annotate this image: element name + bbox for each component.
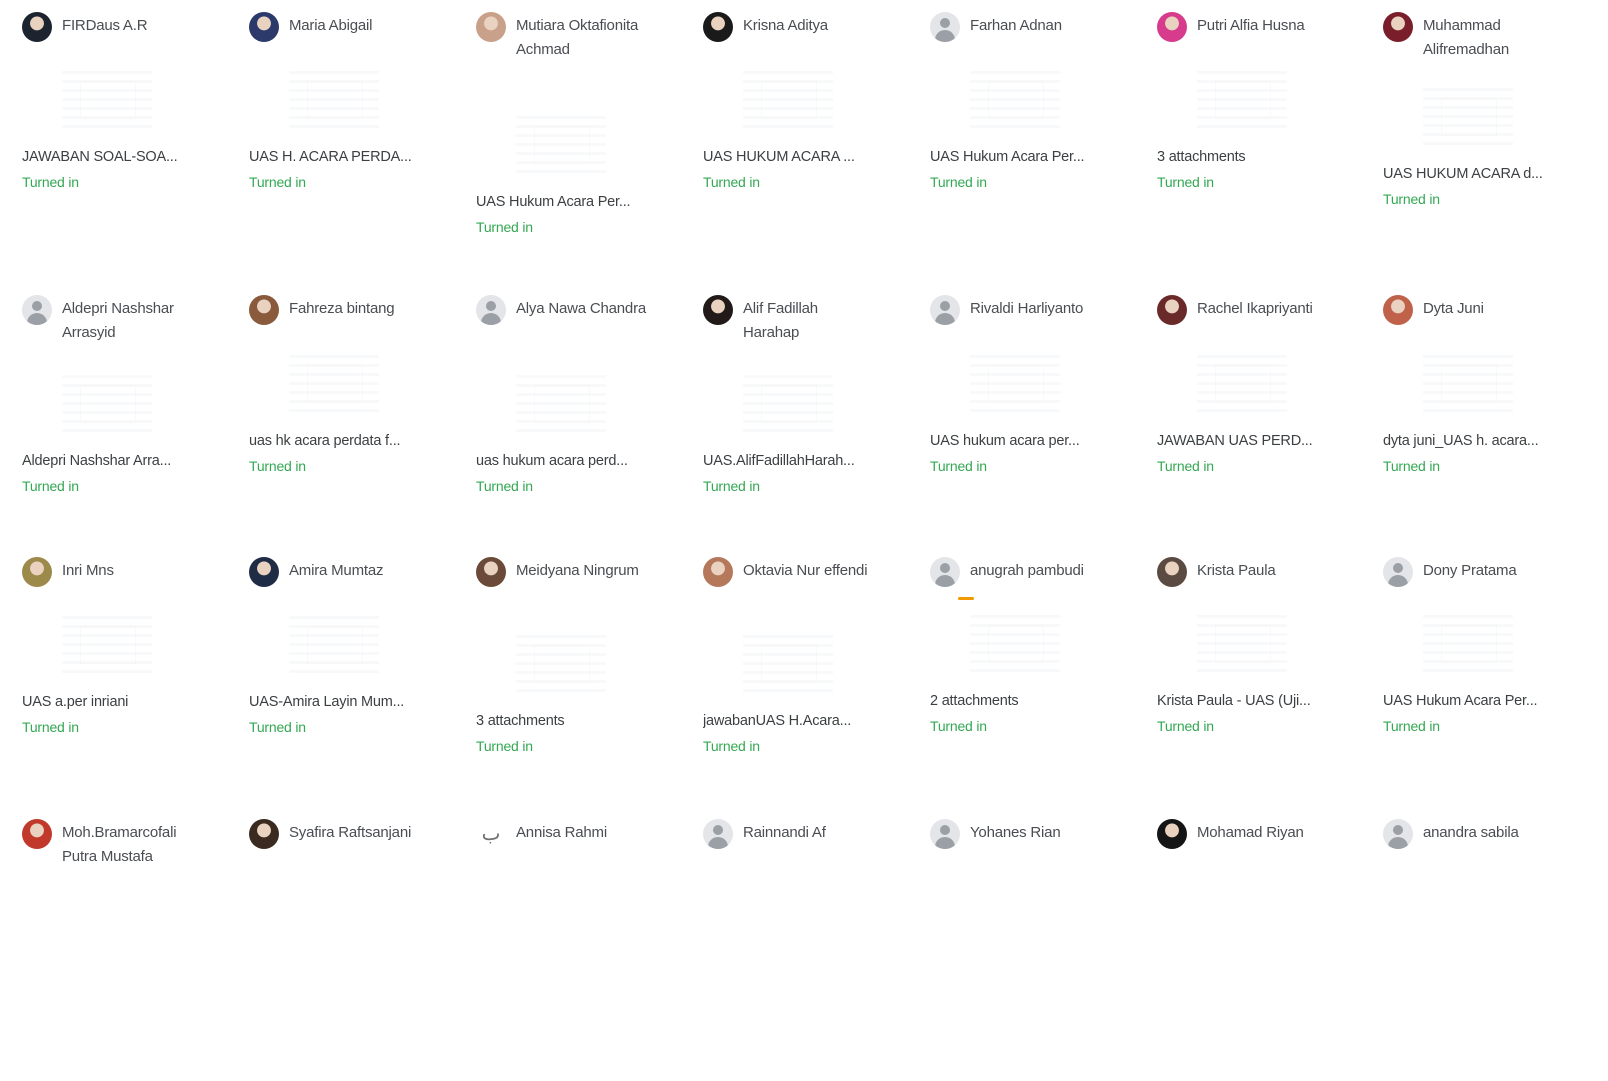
student-header: [703, 559, 873, 587]
student-avatar: [1383, 12, 1413, 42]
attachment-thumbnail[interactable]: [516, 635, 606, 695]
student-avatar: ب: [481, 823, 501, 845]
student-name[interactable]: Rivaldi Harliyanto: [970, 300, 1084, 317]
student-avatar: [22, 819, 52, 849]
student-avatar: [1383, 295, 1413, 325]
attachment-title[interactable]: Krista Paula - UAS (Uji...: [1157, 693, 1311, 709]
attachment-title[interactable]: UAS Hukum Acara Per...: [1383, 693, 1538, 709]
student-name[interactable]: Moh.Bramarcofali Putra Mustafa: [62, 824, 177, 865]
student-avatar: [249, 12, 279, 42]
attachment-title[interactable]: JAWABAN UAS PERD...: [1157, 433, 1313, 449]
student-name[interactable]: Rachel Ikapriyanti: [1197, 300, 1313, 317]
attachment-title[interactable]: UAS-Amira Layin Mum...: [249, 694, 405, 710]
student-name[interactable]: Krista Paula: [1197, 562, 1276, 579]
student-name[interactable]: Syafira Raftsanjani: [289, 824, 412, 841]
student-header: [22, 821, 192, 869]
submission-status: Turned in: [476, 738, 533, 754]
student-name[interactable]: Mutiara Oktafionita Achmad: [516, 17, 639, 58]
student-name[interactable]: FIRDaus A.R: [62, 17, 148, 34]
student-card[interactable]: [476, 14, 696, 274]
attachment-thumbnail[interactable]: [62, 375, 152, 435]
student-avatar: [249, 819, 279, 849]
submission-status: Turned in: [22, 174, 79, 190]
student-avatar: [249, 557, 279, 587]
attachment-thumbnail[interactable]: [743, 375, 833, 435]
submission-status: Turned in: [703, 738, 760, 754]
attachment-thumbnail[interactable]: [970, 615, 1060, 675]
student-card[interactable]: [1157, 297, 1377, 557]
student-avatar: [22, 557, 52, 587]
student-avatar: [930, 12, 960, 42]
student-avatar: [1157, 12, 1187, 42]
student-card[interactable]: [22, 821, 242, 1081]
student-avatar: [476, 557, 506, 587]
attachment-title[interactable]: UAS HUKUM ACARA d...: [1383, 166, 1543, 182]
submission-status: Turned in: [1383, 718, 1440, 734]
attachment-thumbnail[interactable]: [1423, 615, 1513, 675]
student-name[interactable]: Inri Mns: [62, 562, 114, 579]
student-name[interactable]: Dony Pratama: [1423, 562, 1517, 579]
student-header: [930, 821, 1100, 849]
attachment-thumbnail[interactable]: [970, 71, 1060, 131]
student-avatar: [930, 557, 960, 587]
attachment-thumbnail[interactable]: [1423, 88, 1513, 148]
submission-status: Turned in: [249, 174, 306, 190]
student-card[interactable]: [249, 821, 469, 1081]
student-card[interactable]: [703, 821, 923, 1081]
student-name[interactable]: Yohanes Rian: [970, 824, 1061, 841]
submission-status: Turned in: [22, 478, 79, 494]
attachment-thumbnail[interactable]: [516, 116, 606, 176]
student-name[interactable]: anandra sabila: [1423, 824, 1519, 841]
submission-status: Turned in: [476, 478, 533, 494]
student-header: [930, 559, 1100, 587]
student-avatar: [703, 557, 733, 587]
attachment-title[interactable]: Aldepri Nashshar Arra...: [22, 453, 172, 469]
student-card[interactable]: [476, 559, 696, 819]
student-card[interactable]: [249, 14, 469, 274]
student-header: [22, 14, 192, 42]
student-avatar: [930, 819, 960, 849]
student-name[interactable]: Annisa Rahmi: [516, 824, 607, 841]
attachment-title[interactable]: UAS H. ACARA PERDA...: [249, 149, 412, 165]
student-card[interactable]: [249, 559, 469, 819]
student-name[interactable]: Farhan Adnan: [970, 17, 1062, 34]
submission-status: Turned in: [930, 458, 987, 474]
attachment-title[interactable]: uas hukum acara perd...: [476, 453, 628, 469]
student-card[interactable]: [22, 14, 242, 274]
student-name[interactable]: Krisna Aditya: [743, 17, 828, 34]
attachment-title[interactable]: uas hk acara perdata f...: [249, 433, 401, 449]
student-avatar: [703, 819, 733, 849]
student-card[interactable]: [1157, 559, 1377, 819]
student-name[interactable]: Alif Fadillah Harahap: [743, 300, 818, 341]
student-card[interactable]: [703, 559, 923, 819]
student-card[interactable]: [1383, 14, 1603, 274]
student-avatar: [1157, 819, 1187, 849]
attachment-thumbnail[interactable]: [289, 355, 379, 415]
submission-status: Turned in: [703, 478, 760, 494]
student-card[interactable]: [1157, 821, 1377, 1081]
student-header: [22, 559, 192, 587]
attachment-thumbnail[interactable]: [743, 71, 833, 131]
student-name[interactable]: Muhammad Alifremadhan: [1423, 17, 1509, 58]
student-header: [476, 297, 646, 325]
student-name[interactable]: Dyta Juni: [1423, 300, 1484, 317]
submission-status: Turned in: [1383, 191, 1440, 207]
student-name[interactable]: anugrah pambudi: [970, 562, 1084, 579]
student-name[interactable]: Maria Abigail: [289, 17, 373, 34]
student-card[interactable]: [22, 559, 242, 819]
student-header: [703, 297, 873, 345]
student-name[interactable]: Amira Mumtaz: [289, 562, 384, 579]
student-avatar: [703, 295, 733, 325]
student-card[interactable]: [703, 297, 923, 557]
attachment-thumbnail[interactable]: [1197, 615, 1287, 675]
student-name[interactable]: Putri Alfia Husna: [1197, 17, 1305, 34]
student-header: [1383, 559, 1553, 587]
attachment-thumbnail[interactable]: [516, 375, 606, 435]
student-card[interactable]: [930, 297, 1150, 557]
student-card[interactable]: [476, 821, 696, 1081]
attachment-title[interactable]: JAWABAN SOAL-SOA...: [22, 149, 178, 165]
student-card[interactable]: [930, 821, 1150, 1081]
student-header: [22, 297, 192, 345]
attachment-title[interactable]: UAS hukum acara per...: [930, 433, 1080, 449]
student-card[interactable]: [249, 297, 469, 557]
attachment-title[interactable]: UAS Hukum Acara Per...: [476, 194, 631, 210]
student-name[interactable]: Meidyana Ningrum: [516, 562, 639, 579]
student-header: [930, 297, 1100, 325]
student-avatar: [1383, 819, 1413, 849]
submission-status: Turned in: [1157, 174, 1214, 190]
student-name[interactable]: Rainnandi Af: [743, 824, 826, 841]
attachment-thumbnail[interactable]: [970, 355, 1060, 415]
submission-status: Turned in: [22, 719, 79, 735]
student-avatar: [249, 295, 279, 325]
student-card[interactable]: [1383, 559, 1603, 819]
student-card[interactable]: [703, 14, 923, 274]
attachment-thumbnail[interactable]: [62, 616, 152, 676]
student-header: [249, 559, 419, 587]
attachment-title[interactable]: dyta juni_UAS h. acara...: [1383, 433, 1539, 449]
student-header: [476, 14, 646, 62]
student-avatar: [1157, 557, 1187, 587]
student-name[interactable]: Aldepri Nashshar Arrasyid: [62, 300, 174, 341]
student-name[interactable]: Fahreza bintang: [289, 300, 395, 317]
attachment-title[interactable]: 3 attachments: [476, 713, 565, 729]
attachment-title[interactable]: UAS Hukum Acara Per...: [930, 149, 1085, 165]
attachment-title[interactable]: jawabanUAS H.Acara...: [703, 713, 852, 729]
student-card[interactable]: [22, 297, 242, 557]
private-comment-indicator: [958, 597, 974, 600]
submission-status: Turned in: [930, 174, 987, 190]
attachment-thumbnail[interactable]: [1197, 71, 1287, 131]
submission-status: Turned in: [703, 174, 760, 190]
attachment-title[interactable]: UAS a.per inriani: [22, 694, 129, 710]
student-avatar: [703, 12, 733, 42]
student-header: [1157, 297, 1327, 325]
student-avatar: [1157, 295, 1187, 325]
student-header: [249, 821, 419, 849]
student-name[interactable]: Alya Nawa Chandra: [516, 300, 647, 317]
attachment-title[interactable]: 3 attachments: [1157, 149, 1246, 165]
student-header: [1383, 821, 1553, 849]
student-card[interactable]: [1383, 821, 1603, 1081]
student-avatar: [476, 12, 506, 42]
student-header: [1383, 297, 1553, 325]
attachment-thumbnail[interactable]: [289, 616, 379, 676]
submission-status: Turned in: [930, 718, 987, 734]
student-card[interactable]: [930, 14, 1150, 274]
student-header: [703, 821, 873, 849]
submission-status: Turned in: [1157, 718, 1214, 734]
student-header: [476, 559, 646, 587]
student-header: [249, 14, 419, 42]
student-avatar: [476, 295, 506, 325]
attachment-title[interactable]: 2 attachments: [930, 693, 1019, 709]
submission-status: Turned in: [249, 719, 306, 735]
submission-status: Turned in: [1157, 458, 1214, 474]
student-header: [1157, 559, 1327, 587]
attachment-title[interactable]: UAS HUKUM ACARA ...: [703, 149, 855, 165]
student-header: [1383, 14, 1553, 62]
submission-status: Turned in: [1383, 458, 1440, 474]
attachment-title[interactable]: UAS.AlifFadillahHarah...: [703, 453, 855, 469]
attachment-thumbnail[interactable]: [743, 635, 833, 695]
student-header: [703, 14, 873, 42]
student-header: [1157, 821, 1327, 849]
student-header: [930, 14, 1100, 42]
submission-status: Turned in: [249, 458, 306, 474]
student-avatar: [22, 295, 52, 325]
student-card[interactable]: [476, 297, 696, 557]
student-card[interactable]: [1157, 14, 1377, 274]
student-avatar: [1383, 557, 1413, 587]
student-avatar: [22, 12, 52, 42]
student-name[interactable]: Mohamad Riyan: [1197, 824, 1304, 841]
student-avatar: [930, 295, 960, 325]
attachment-thumbnail[interactable]: [1423, 355, 1513, 415]
student-header: [476, 821, 646, 849]
attachment-thumbnail[interactable]: [1197, 355, 1287, 415]
student-header: [249, 297, 419, 325]
attachment-thumbnail[interactable]: [62, 71, 152, 131]
student-card[interactable]: [930, 559, 1150, 819]
attachment-thumbnail[interactable]: [289, 71, 379, 131]
student-name[interactable]: Oktavia Nur effendi: [743, 562, 868, 579]
submission-status: Turned in: [476, 219, 533, 235]
student-card[interactable]: [1383, 297, 1603, 557]
student-header: [1157, 14, 1327, 42]
